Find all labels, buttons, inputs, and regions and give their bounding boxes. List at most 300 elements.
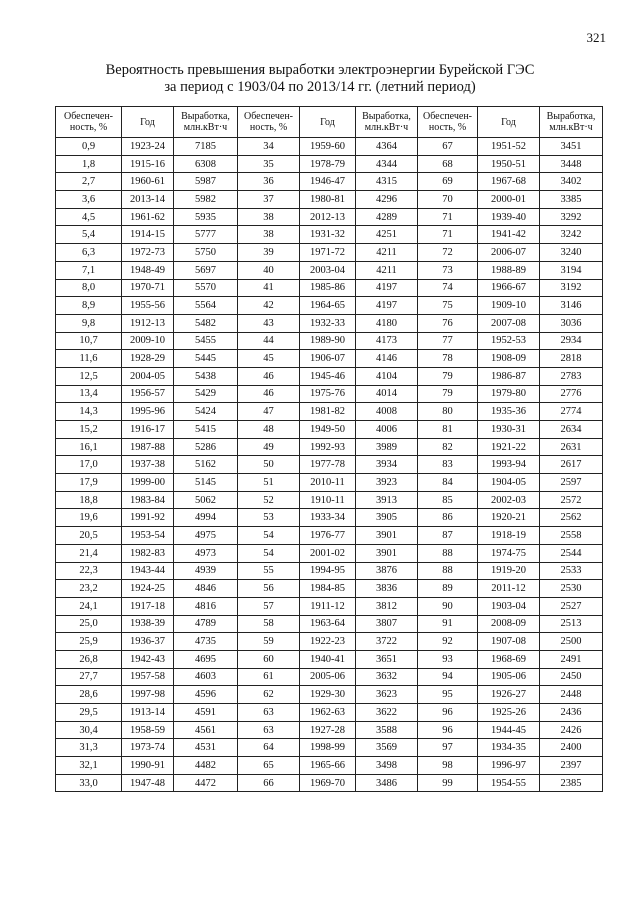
table-cell: 7185	[174, 138, 238, 156]
table-cell: 58	[238, 615, 300, 633]
table-cell: 17,0	[56, 456, 122, 474]
table-cell: 76	[418, 314, 478, 332]
table-cell: 1958-59	[122, 721, 174, 739]
table-cell: 18,8	[56, 491, 122, 509]
table-cell: 68	[418, 155, 478, 173]
table-cell: 4531	[174, 739, 238, 757]
table-cell: 72	[418, 244, 478, 262]
table-cell: 4975	[174, 527, 238, 545]
table-cell: 38	[238, 226, 300, 244]
table-row	[56, 474, 603, 492]
table-cell: 2597	[540, 474, 603, 492]
title-line-2: за период с 1903/04 по 2013/14 гг. (летний период)	[164, 79, 476, 95]
table-cell: 33,0	[56, 774, 122, 792]
table-cell: 1978-79	[300, 155, 356, 173]
table-cell: 3623	[356, 686, 418, 704]
table-cell: 3989	[356, 438, 418, 456]
table-cell: 3146	[540, 297, 603, 315]
table-cell: 1959-60	[300, 138, 356, 156]
table-cell: 1,8	[56, 155, 122, 173]
table-cell: 3292	[540, 208, 603, 226]
table-cell: 2500	[540, 633, 603, 651]
table-cell: 96	[418, 721, 478, 739]
column-header: Выработка, млн.кВт·ч	[540, 107, 603, 138]
table-cell: 4789	[174, 615, 238, 633]
table-cell: 4,5	[56, 208, 122, 226]
table-cell: 89	[418, 580, 478, 598]
table-cell: 50	[238, 456, 300, 474]
table-body	[56, 138, 603, 792]
table-cell: 13,4	[56, 385, 122, 403]
table-cell: 78	[418, 350, 478, 368]
table-cell: 1975-76	[300, 385, 356, 403]
table-cell: 1988-89	[478, 261, 540, 279]
table-cell: 94	[418, 668, 478, 686]
table-cell: 82	[418, 438, 478, 456]
table-cell: 1903-04	[478, 597, 540, 615]
table-cell: 4735	[174, 633, 238, 651]
table-cell: 2491	[540, 650, 603, 668]
table-row	[56, 686, 603, 704]
table-cell: 1950-51	[478, 155, 540, 173]
table-cell: 6308	[174, 155, 238, 173]
table-cell: 2562	[540, 509, 603, 527]
table-cell: 1906-07	[300, 350, 356, 368]
table-cell: 1995-96	[122, 403, 174, 421]
table-cell: 1970-71	[122, 279, 174, 297]
table-cell: 1942-43	[122, 650, 174, 668]
table-cell: 1961-62	[122, 208, 174, 226]
table-cell: 24,1	[56, 597, 122, 615]
table-cell: 81	[418, 421, 478, 439]
table-cell: 2397	[540, 757, 603, 775]
table-cell: 1989-90	[300, 332, 356, 350]
table-cell: 2436	[540, 704, 603, 722]
table-cell: 4014	[356, 385, 418, 403]
table-cell: 4561	[174, 721, 238, 739]
table-cell: 2818	[540, 350, 603, 368]
table-cell: 39	[238, 244, 300, 262]
table-cell: 2426	[540, 721, 603, 739]
table-cell: 51	[238, 474, 300, 492]
table-cell: 1941-42	[478, 226, 540, 244]
table-row	[56, 279, 603, 297]
table-cell: 2617	[540, 456, 603, 474]
table-cell: 1998-99	[300, 739, 356, 757]
table-cell: 79	[418, 367, 478, 385]
table-row	[56, 297, 603, 315]
table-cell: 3836	[356, 580, 418, 598]
table-cell: 1931-32	[300, 226, 356, 244]
table-cell: 1972-73	[122, 244, 174, 262]
table-row	[56, 261, 603, 279]
table-cell: 1979-80	[478, 385, 540, 403]
table-cell: 3240	[540, 244, 603, 262]
table-cell: 2000-01	[478, 191, 540, 209]
table-cell: 1969-70	[300, 774, 356, 792]
table-cell: 1996-97	[478, 757, 540, 775]
table-cell: 2513	[540, 615, 603, 633]
table-cell: 1904-05	[478, 474, 540, 492]
table-cell: 1943-44	[122, 562, 174, 580]
table-row	[56, 491, 603, 509]
table-cell: 1994-95	[300, 562, 356, 580]
table-cell: 70	[418, 191, 478, 209]
table-cell: 3901	[356, 527, 418, 545]
table-row	[56, 580, 603, 598]
table-cell: 1990-91	[122, 757, 174, 775]
table-cell: 4472	[174, 774, 238, 792]
table-cell: 46	[238, 385, 300, 403]
table-cell: 80	[418, 403, 478, 421]
table-cell: 2530	[540, 580, 603, 598]
table-cell: 5286	[174, 438, 238, 456]
table-cell: 2558	[540, 527, 603, 545]
table-row	[56, 721, 603, 739]
table-row	[56, 208, 603, 226]
table-cell: 1967-68	[478, 173, 540, 191]
table-cell: 1955-56	[122, 297, 174, 315]
table-cell: 75	[418, 297, 478, 315]
table-cell: 1977-78	[300, 456, 356, 474]
table-row	[56, 367, 603, 385]
table-cell: 4939	[174, 562, 238, 580]
table-row	[56, 456, 603, 474]
table-cell: 5482	[174, 314, 238, 332]
table-cell: 74	[418, 279, 478, 297]
table-cell: 3622	[356, 704, 418, 722]
table-cell: 15,2	[56, 421, 122, 439]
table-cell: 88	[418, 544, 478, 562]
table-cell: 1981-82	[300, 403, 356, 421]
table-row	[56, 155, 603, 173]
table-cell: 67	[418, 138, 478, 156]
table-cell: 3192	[540, 279, 603, 297]
table-cell: 1936-37	[122, 633, 174, 651]
table-cell: 1908-09	[478, 350, 540, 368]
table-cell: 22,3	[56, 562, 122, 580]
table-cell: 52	[238, 491, 300, 509]
table-cell: 54	[238, 527, 300, 545]
table-cell: 3632	[356, 668, 418, 686]
table-cell: 20,5	[56, 527, 122, 545]
table-cell: 1962-63	[300, 704, 356, 722]
table-cell: 1957-58	[122, 668, 174, 686]
table-cell: 91	[418, 615, 478, 633]
table-cell: 53	[238, 509, 300, 527]
table-cell: 1982-83	[122, 544, 174, 562]
table-cell: 1928-29	[122, 350, 174, 368]
table-cell: 87	[418, 527, 478, 545]
table-cell: 2009-10	[122, 332, 174, 350]
table-cell: 2012-13	[300, 208, 356, 226]
table-cell: 4364	[356, 138, 418, 156]
table-cell: 2010-11	[300, 474, 356, 492]
table-cell: 1913-14	[122, 704, 174, 722]
table-cell: 2400	[540, 739, 603, 757]
table-cell: 1993-94	[478, 456, 540, 474]
table-cell: 2002-03	[478, 491, 540, 509]
table-cell: 3905	[356, 509, 418, 527]
table-cell: 1985-86	[300, 279, 356, 297]
table-cell: 3913	[356, 491, 418, 509]
table-cell: 38	[238, 208, 300, 226]
table-row	[56, 509, 603, 527]
table-cell: 1973-74	[122, 739, 174, 757]
table-cell: 19,6	[56, 509, 122, 527]
table-cell: 2006-07	[478, 244, 540, 262]
table-cell: 4104	[356, 367, 418, 385]
table-row	[56, 597, 603, 615]
table-cell: 1980-81	[300, 191, 356, 209]
table-cell: 1944-45	[478, 721, 540, 739]
table-cell: 4289	[356, 208, 418, 226]
table-cell: 5415	[174, 421, 238, 439]
table-cell: 3498	[356, 757, 418, 775]
table-cell: 79	[418, 385, 478, 403]
table-cell: 1911-12	[300, 597, 356, 615]
page-number: 321	[586, 30, 606, 45]
table-row	[56, 385, 603, 403]
table-cell: 4146	[356, 350, 418, 368]
table-cell: 8,9	[56, 297, 122, 315]
table-cell: 61	[238, 668, 300, 686]
table-cell: 4482	[174, 757, 238, 775]
table-cell: 7,1	[56, 261, 122, 279]
table-cell: 1905-06	[478, 668, 540, 686]
table-row	[56, 774, 603, 792]
table-cell: 1986-87	[478, 367, 540, 385]
table-cell: 85	[418, 491, 478, 509]
table-row	[56, 668, 603, 686]
table-cell: 4695	[174, 650, 238, 668]
column-header: Обеспечен-ность, %	[56, 107, 122, 138]
table-cell: 4197	[356, 297, 418, 315]
table-cell: 3812	[356, 597, 418, 615]
table-cell: 93	[418, 650, 478, 668]
table-cell: 1933-34	[300, 509, 356, 527]
table-cell: 54	[238, 544, 300, 562]
table-cell: 6,3	[56, 244, 122, 262]
table-row	[56, 527, 603, 545]
table-cell: 2001-02	[300, 544, 356, 562]
table-cell: 3402	[540, 173, 603, 191]
table-row	[56, 403, 603, 421]
table-cell: 37	[238, 191, 300, 209]
table-cell: 3807	[356, 615, 418, 633]
table-cell: 3385	[540, 191, 603, 209]
table-row	[56, 615, 603, 633]
table-cell: 34	[238, 138, 300, 156]
table-cell: 47	[238, 403, 300, 421]
table-cell: 2572	[540, 491, 603, 509]
table-cell: 1939-40	[478, 208, 540, 226]
table-cell: 2385	[540, 774, 603, 792]
table-cell: 5162	[174, 456, 238, 474]
table-cell: 12,5	[56, 367, 122, 385]
table-cell: 4006	[356, 421, 418, 439]
table-cell: 5935	[174, 208, 238, 226]
table-cell: 1966-67	[478, 279, 540, 297]
table-cell: 1946-47	[300, 173, 356, 191]
table-cell: 1916-17	[122, 421, 174, 439]
table-cell: 3451	[540, 138, 603, 156]
column-header: Обеспечен-ность, %	[238, 107, 300, 138]
table-cell: 17,9	[56, 474, 122, 492]
table-cell: 1991-92	[122, 509, 174, 527]
table-cell: 14,3	[56, 403, 122, 421]
table-cell: 1922-23	[300, 633, 356, 651]
table-cell: 64	[238, 739, 300, 757]
table-cell: 1956-57	[122, 385, 174, 403]
table-cell: 1963-64	[300, 615, 356, 633]
table-row	[56, 226, 603, 244]
table-cell: 3569	[356, 739, 418, 757]
table-cell: 1940-41	[300, 650, 356, 668]
table-cell: 5987	[174, 173, 238, 191]
table-cell: 1923-24	[122, 138, 174, 156]
table-cell: 1907-08	[478, 633, 540, 651]
table-cell: 96	[418, 704, 478, 722]
table-cell: 2004-05	[122, 367, 174, 385]
table-cell: 1925-26	[478, 704, 540, 722]
table-cell: 86	[418, 509, 478, 527]
title-line-1: Вероятность превышения выработки электроэнергии Бурейской ГЭС	[105, 62, 535, 78]
table-cell: 30,4	[56, 721, 122, 739]
table-cell: 1918-19	[478, 527, 540, 545]
table-cell: 0,9	[56, 138, 122, 156]
table-cell: 63	[238, 721, 300, 739]
table-cell: 1914-15	[122, 226, 174, 244]
table-cell: 1983-84	[122, 491, 174, 509]
table-cell: 1910-11	[300, 491, 356, 509]
table-cell: 3722	[356, 633, 418, 651]
table-cell: 2007-08	[478, 314, 540, 332]
table-cell: 40	[238, 261, 300, 279]
table-cell: 5,4	[56, 226, 122, 244]
table-cell: 28,6	[56, 686, 122, 704]
table-row	[56, 191, 603, 209]
table-cell: 4211	[356, 261, 418, 279]
table-cell: 5429	[174, 385, 238, 403]
table-cell: 1952-53	[478, 332, 540, 350]
table-cell: 2,7	[56, 173, 122, 191]
header-row	[56, 107, 603, 138]
table-cell: 57	[238, 597, 300, 615]
table-cell: 1930-31	[478, 421, 540, 439]
table-cell: 2783	[540, 367, 603, 385]
table-row	[56, 757, 603, 775]
table-cell: 36	[238, 173, 300, 191]
table-cell: 1921-22	[478, 438, 540, 456]
table-row	[56, 704, 603, 722]
column-header: Год	[300, 107, 356, 138]
table-cell: 5445	[174, 350, 238, 368]
table-cell: 8,0	[56, 279, 122, 297]
table-cell: 4344	[356, 155, 418, 173]
table-cell: 2631	[540, 438, 603, 456]
table-cell: 1974-75	[478, 544, 540, 562]
column-header: Выработка, млн.кВт·ч	[174, 107, 238, 138]
table-row	[56, 544, 603, 562]
table-cell: 1924-25	[122, 580, 174, 598]
table-cell: 4173	[356, 332, 418, 350]
table-cell: 56	[238, 580, 300, 598]
table-row	[56, 173, 603, 191]
table-cell: 31,3	[56, 739, 122, 757]
table-row	[56, 739, 603, 757]
table-cell: 5062	[174, 491, 238, 509]
table-cell: 49	[238, 438, 300, 456]
table-cell: 44	[238, 332, 300, 350]
table-cell: 1934-35	[478, 739, 540, 757]
table-cell: 1919-20	[478, 562, 540, 580]
table-cell: 3876	[356, 562, 418, 580]
table-cell: 5777	[174, 226, 238, 244]
table-cell: 60	[238, 650, 300, 668]
probability-table	[55, 106, 603, 792]
table-cell: 4816	[174, 597, 238, 615]
table-cell: 5570	[174, 279, 238, 297]
table-cell: 3934	[356, 456, 418, 474]
table-cell: 5982	[174, 191, 238, 209]
table-cell: 32,1	[56, 757, 122, 775]
table-cell: 2008-09	[478, 615, 540, 633]
table-cell: 1909-10	[478, 297, 540, 315]
table-cell: 4973	[174, 544, 238, 562]
table-cell: 43	[238, 314, 300, 332]
table-row	[56, 314, 603, 332]
table-cell: 27,7	[56, 668, 122, 686]
table-cell: 90	[418, 597, 478, 615]
table-row	[56, 562, 603, 580]
table-row	[56, 650, 603, 668]
table-cell: 1992-93	[300, 438, 356, 456]
table-cell: 1935-36	[478, 403, 540, 421]
table-cell: 4296	[356, 191, 418, 209]
table-cell: 1953-54	[122, 527, 174, 545]
table-cell: 1951-52	[478, 138, 540, 156]
table-cell: 3,6	[56, 191, 122, 209]
table-cell: 1976-77	[300, 527, 356, 545]
table-cell: 2013-14	[122, 191, 174, 209]
table-cell: 88	[418, 562, 478, 580]
table-row	[56, 633, 603, 651]
table-cell: 1984-85	[300, 580, 356, 598]
table-cell: 1999-00	[122, 474, 174, 492]
table-cell: 55	[238, 562, 300, 580]
table-cell: 95	[418, 686, 478, 704]
table-cell: 5697	[174, 261, 238, 279]
table-cell: 4603	[174, 668, 238, 686]
table-cell: 2934	[540, 332, 603, 350]
table-cell: 98	[418, 757, 478, 775]
table-row	[56, 421, 603, 439]
table-cell: 1937-38	[122, 456, 174, 474]
table-cell: 1971-72	[300, 244, 356, 262]
table-cell: 77	[418, 332, 478, 350]
table-cell: 9,8	[56, 314, 122, 332]
column-header: Год	[478, 107, 540, 138]
table-cell: 66	[238, 774, 300, 792]
table-cell: 4994	[174, 509, 238, 527]
table-cell: 1949-50	[300, 421, 356, 439]
column-header: Обеспечен-ность, %	[418, 107, 478, 138]
table-cell: 97	[418, 739, 478, 757]
table-row	[56, 244, 603, 262]
table-cell: 5424	[174, 403, 238, 421]
table-cell: 3651	[356, 650, 418, 668]
